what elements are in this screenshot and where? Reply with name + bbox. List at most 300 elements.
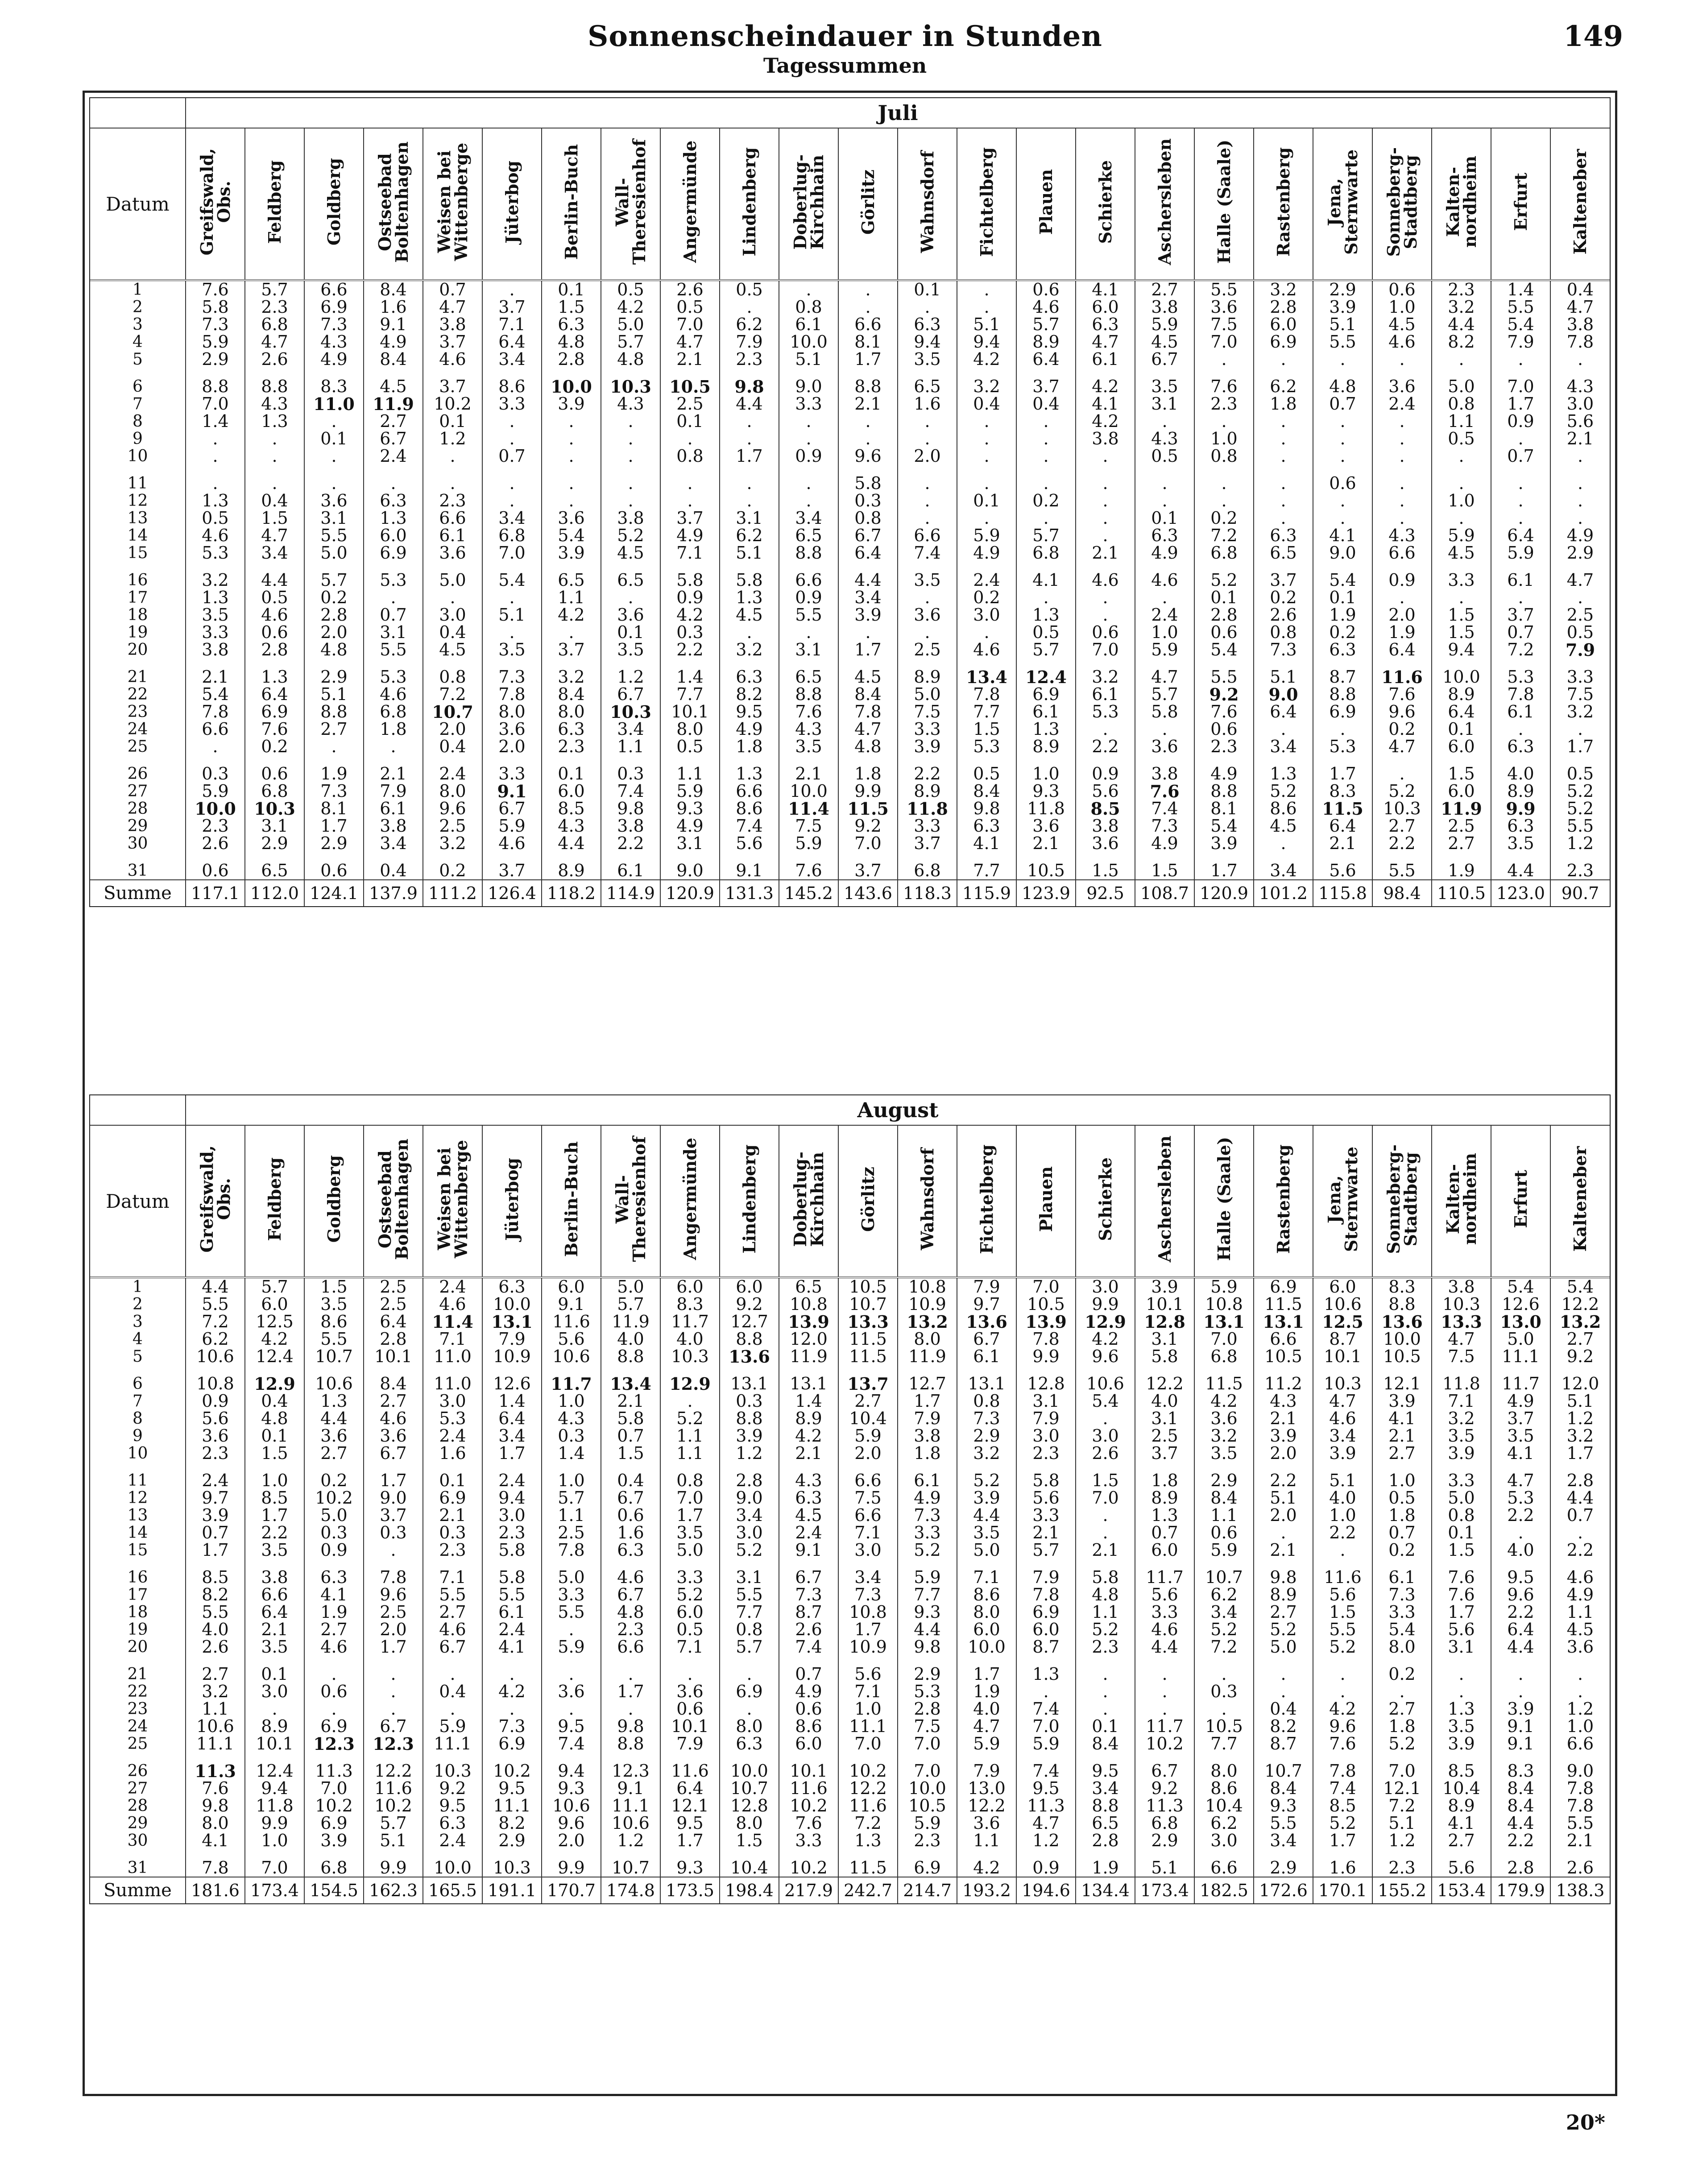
sum-cell: 108.7 — [1135, 880, 1194, 906]
value-cell: 5.1 — [482, 606, 542, 624]
value-cell: 2.2 — [1076, 738, 1135, 755]
day-cell: 7 — [133, 395, 143, 413]
value-cell: 10.5 — [1016, 852, 1076, 880]
value-cell: 5.0 — [1432, 1489, 1491, 1507]
sum-cell: 123.9 — [1016, 880, 1076, 906]
value-cell: 4.4 — [1491, 852, 1550, 880]
value-cell: 7.0 — [1194, 333, 1254, 351]
value-cell: 2.1 — [1016, 1524, 1076, 1542]
value-cell: 1.9 — [1432, 852, 1491, 880]
day-cell: 2 — [133, 298, 143, 316]
value-cell: 2.7 — [1135, 280, 1194, 298]
station-name: Jüterbog — [501, 1157, 522, 1241]
sum-cell: 170.1 — [1313, 1877, 1372, 1903]
value-cell: 4.9 — [660, 817, 720, 835]
value-cell: 5.0 — [898, 686, 957, 703]
value-cell: 0.6 — [1372, 280, 1432, 298]
value-cell: 6.0 — [720, 1277, 779, 1296]
value-cell: 3.2 — [542, 659, 601, 686]
value-cell: 8.9 — [245, 1718, 304, 1735]
value-cell: 7.8 — [1313, 1753, 1372, 1780]
value-cell: 6.4 — [838, 544, 898, 562]
value-cell: 4.4 — [898, 1621, 957, 1638]
value-cell: 6.8 — [1194, 544, 1254, 562]
value-cell: 11.6 — [1313, 1559, 1372, 1586]
value-cell: 3.3 — [1432, 1462, 1491, 1489]
value-cell: 2.9 — [957, 1427, 1016, 1445]
sum-label: Summe — [90, 880, 186, 906]
station-name: Ostseebad Boltenhagen — [374, 141, 412, 263]
value-cell: 8.4 — [364, 351, 423, 368]
value-cell: 13.1 — [957, 1365, 1016, 1392]
value-cell: 6.3 — [1491, 738, 1550, 755]
value-cell: 4.9 — [364, 333, 423, 351]
station-header — [1372, 1125, 1432, 1277]
value-cell: 3.7 — [423, 368, 482, 395]
value-cell: . — [1076, 527, 1135, 544]
value-cell: 6.1 — [1372, 1559, 1432, 1586]
value-cell: . — [1550, 465, 1610, 492]
value-cell: . — [1550, 721, 1610, 738]
value-cell: 6.9 — [1016, 686, 1076, 703]
value-cell: 4.1 — [1076, 395, 1135, 413]
value-cell: 10.9 — [482, 1348, 542, 1365]
value-cell: 7.0 — [304, 1780, 364, 1797]
value-cell: 8.4 — [364, 280, 423, 298]
value-cell: 13.3 — [1432, 1313, 1491, 1330]
value-cell: 8.8 — [1076, 1797, 1135, 1815]
value-cell: 3.4 — [1194, 1604, 1254, 1621]
value-cell: 6.4 — [1016, 351, 1076, 368]
value-cell: 4.3 — [542, 1410, 601, 1427]
value-cell: 0.7 — [1550, 1507, 1610, 1524]
value-cell: 0.8 — [1432, 1507, 1491, 1524]
value-cell: 2.3 — [1372, 1849, 1432, 1877]
value-cell: 10.0 — [186, 800, 245, 817]
value-cell: 3.5 — [660, 1524, 720, 1542]
day-cell: 24 — [127, 1717, 148, 1736]
value-cell: 0.9 — [1372, 562, 1432, 589]
value-cell: . — [957, 430, 1016, 448]
value-cell: . — [1313, 430, 1372, 448]
corner-cell — [90, 98, 186, 128]
value-cell: 1.7 — [245, 1507, 304, 1524]
value-cell: 8.9 — [1135, 1489, 1194, 1507]
value-cell: . — [660, 492, 720, 510]
value-cell: 2.4 — [1372, 395, 1432, 413]
value-cell: . — [1194, 1700, 1254, 1718]
value-cell: 4.5 — [1372, 316, 1432, 333]
value-cell: 6.0 — [957, 1621, 1016, 1638]
value-cell: 11.1 — [423, 1735, 482, 1753]
value-cell: 0.2 — [245, 738, 304, 755]
value-cell: 4.0 — [601, 1330, 660, 1348]
value-cell: 3.6 — [482, 721, 542, 738]
value-cell: 1.0 — [1432, 492, 1491, 510]
station-header — [542, 128, 601, 280]
value-cell: 11.8 — [245, 1797, 304, 1815]
table-row — [90, 852, 1610, 880]
value-cell: . — [1194, 1656, 1254, 1683]
station-header — [1491, 1125, 1550, 1277]
value-cell: 4.9 — [1194, 755, 1254, 783]
value-cell: 5.9 — [542, 1638, 601, 1656]
value-cell: 1.0 — [1372, 298, 1432, 316]
value-cell: 7.8 — [364, 1559, 423, 1586]
value-cell: 1.4 — [542, 1445, 601, 1462]
value-cell: 1.5 — [1135, 852, 1194, 880]
value-cell: 11.9 — [898, 1348, 957, 1365]
value-cell: 7.1 — [838, 1524, 898, 1542]
value-cell: . — [838, 280, 898, 298]
value-cell: 3.6 — [601, 606, 660, 624]
value-cell: 7.5 — [838, 1489, 898, 1507]
value-cell: 9.2 — [423, 1780, 482, 1797]
value-cell: . — [482, 430, 542, 448]
value-cell: 5.2 — [1313, 1638, 1372, 1656]
value-cell: 5.7 — [364, 1815, 423, 1832]
value-cell: 6.9 — [423, 1489, 482, 1507]
value-cell: 10.8 — [1194, 1296, 1254, 1313]
value-cell: 6.1 — [779, 316, 838, 333]
value-cell: 10.3 — [423, 1753, 482, 1780]
value-cell: 7.8 — [186, 1849, 245, 1877]
value-cell: 3.3 — [779, 1832, 838, 1849]
value-cell: 4.6 — [423, 1621, 482, 1638]
value-cell: 6.3 — [1254, 527, 1313, 544]
value-cell: . — [186, 738, 245, 755]
value-cell: 9.8 — [957, 800, 1016, 817]
value-cell: 1.1 — [660, 1445, 720, 1462]
value-cell: 8.3 — [660, 1296, 720, 1313]
sum-cell: 112.0 — [245, 880, 304, 906]
value-cell: 2.9 — [1135, 1832, 1194, 1849]
value-cell: 4.3 — [1254, 1392, 1313, 1410]
value-cell: 2.4 — [186, 1462, 245, 1489]
value-cell: 3.4 — [838, 1559, 898, 1586]
value-cell: 5.3 — [186, 544, 245, 562]
value-cell: 6.3 — [1135, 527, 1194, 544]
value-cell: 4.6 — [1550, 1559, 1610, 1586]
sum-cell: 162.3 — [364, 1877, 423, 1903]
value-cell: 10.1 — [364, 1348, 423, 1365]
value-cell: 3.2 — [186, 562, 245, 589]
value-cell: 5.4 — [1491, 1277, 1550, 1296]
value-cell: . — [1372, 492, 1432, 510]
value-cell: 6.7 — [601, 1586, 660, 1604]
value-cell: 1.0 — [1016, 755, 1076, 783]
value-cell: 5.6 — [838, 1656, 898, 1683]
value-cell: 5.3 — [1076, 703, 1135, 721]
value-cell: 3.9 — [838, 606, 898, 624]
value-cell: 4.0 — [660, 1330, 720, 1348]
value-cell: 10.1 — [660, 1718, 720, 1735]
station-name: Goldberg — [323, 158, 344, 246]
value-cell: 4.7 — [838, 721, 898, 738]
value-cell: 3.4 — [779, 510, 838, 527]
value-cell: 7.8 — [542, 1542, 601, 1559]
value-cell: 0.7 — [601, 1427, 660, 1445]
value-cell: 2.0 — [423, 721, 482, 738]
value-cell: 1.0 — [245, 1832, 304, 1849]
value-cell: 10.1 — [1313, 1348, 1372, 1365]
value-cell: 2.4 — [423, 1427, 482, 1445]
value-cell: 5.8 — [1076, 1559, 1135, 1586]
value-cell: 10.5 — [660, 368, 720, 395]
value-cell: 4.7 — [660, 333, 720, 351]
table-row — [90, 1604, 1610, 1621]
value-cell: 1.7 — [482, 1445, 542, 1462]
value-cell: . — [364, 1700, 423, 1718]
value-cell: 6.6 — [1550, 1735, 1610, 1753]
value-cell: 0.5 — [660, 738, 720, 755]
value-cell: 4.9 — [957, 544, 1016, 562]
station-header — [779, 1125, 838, 1277]
value-cell: 9.4 — [245, 1780, 304, 1797]
value-cell: . — [1372, 465, 1432, 492]
day-cell: 4 — [133, 333, 143, 351]
table-row — [90, 1313, 1610, 1330]
value-cell: 3.7 — [423, 333, 482, 351]
value-cell: 1.3 — [838, 1832, 898, 1849]
value-cell: 7.9 — [1491, 333, 1550, 351]
value-cell: . — [245, 430, 304, 448]
value-cell: . — [542, 413, 601, 430]
value-cell: 6.5 — [1076, 1815, 1135, 1832]
value-cell: 7.4 — [1016, 1753, 1076, 1780]
value-cell: 4.4 — [186, 1277, 245, 1296]
value-cell: . — [898, 589, 957, 606]
value-cell: 9.2 — [1550, 1348, 1610, 1365]
value-cell: . — [1372, 430, 1432, 448]
value-cell: 0.8 — [720, 1621, 779, 1638]
value-cell: 7.6 — [779, 703, 838, 721]
value-cell: 2.7 — [1432, 835, 1491, 852]
table-row — [90, 624, 1610, 641]
table-row — [90, 589, 1610, 606]
station-header — [1016, 128, 1076, 280]
value-cell: 7.0 — [482, 544, 542, 562]
value-cell: 0.6 — [1194, 1524, 1254, 1542]
value-cell: . — [1016, 448, 1076, 465]
value-cell: 5.9 — [1432, 527, 1491, 544]
value-cell: 6.1 — [1076, 686, 1135, 703]
table-row — [90, 800, 1610, 817]
value-cell: . — [779, 413, 838, 430]
value-cell: 5.5 — [1194, 280, 1254, 298]
value-cell: 4.9 — [779, 1683, 838, 1700]
day-cell: 21 — [127, 668, 148, 686]
value-cell: 13.1 — [779, 1365, 838, 1392]
table-row — [90, 1296, 1610, 1313]
value-cell: 1.1 — [660, 1427, 720, 1445]
value-cell: 1.3 — [245, 413, 304, 430]
value-cell: 12.2 — [957, 1797, 1016, 1815]
value-cell: 2.3 — [898, 1832, 957, 1849]
value-cell: 9.4 — [957, 333, 1016, 351]
value-cell: 10.3 — [245, 800, 304, 817]
value-cell: 6.6 — [838, 316, 898, 333]
value-cell: 8.8 — [245, 368, 304, 395]
value-cell: 2.1 — [601, 1392, 660, 1410]
value-cell: 4.1 — [1313, 527, 1372, 544]
value-cell: . — [1491, 492, 1550, 510]
value-cell: 7.6 — [186, 1780, 245, 1797]
value-cell: 10.3 — [601, 368, 660, 395]
value-cell: 3.6 — [542, 510, 601, 527]
table-row — [90, 1849, 1610, 1877]
value-cell: 6.5 — [779, 527, 838, 544]
table-row — [90, 783, 1610, 800]
value-cell: 6.7 — [838, 527, 898, 544]
station-header — [1372, 128, 1432, 280]
station-header — [1135, 1125, 1194, 1277]
value-cell: 0.3 — [601, 755, 660, 783]
value-cell: 7.3 — [898, 1507, 957, 1524]
station-name: Feldberg — [264, 160, 285, 244]
value-cell: . — [1550, 448, 1610, 465]
value-cell: 7.8 — [1491, 686, 1550, 703]
value-cell: 9.5 — [660, 1815, 720, 1832]
value-cell: 8.6 — [304, 1313, 364, 1330]
value-cell: 10.8 — [898, 1277, 957, 1296]
value-cell: 1.5 — [1432, 755, 1491, 783]
value-cell: 7.5 — [898, 703, 957, 721]
value-cell: 6.1 — [898, 1462, 957, 1489]
value-cell: 0.6 — [1016, 280, 1076, 298]
station-header — [1491, 128, 1550, 280]
value-cell: . — [1254, 721, 1313, 738]
value-cell: 10.1 — [660, 703, 720, 721]
value-cell: 0.6 — [660, 1700, 720, 1718]
value-cell: 10.3 — [1372, 800, 1432, 817]
value-cell: 9.4 — [542, 1753, 601, 1780]
station-header — [542, 1125, 601, 1277]
sum-cell: 173.4 — [1135, 1877, 1194, 1903]
value-cell: 6.6 — [245, 1586, 304, 1604]
value-cell: 12.6 — [482, 1365, 542, 1392]
value-cell: 0.1 — [957, 492, 1016, 510]
station-name: Berlin-Buch — [561, 144, 581, 260]
sum-cell: 117.1 — [186, 880, 245, 906]
value-cell: 10.4 — [720, 1849, 779, 1877]
value-cell: . — [1135, 589, 1194, 606]
value-cell: 1.8 — [1135, 1462, 1194, 1489]
value-cell: 0.9 — [779, 589, 838, 606]
value-cell: 2.6 — [186, 835, 245, 852]
table-row — [90, 413, 1610, 430]
value-cell: 0.1 — [1432, 1524, 1491, 1542]
table-row — [90, 1656, 1610, 1683]
value-cell: 5.5 — [1313, 1621, 1372, 1638]
value-cell: . — [898, 492, 957, 510]
value-cell: . — [779, 465, 838, 492]
value-cell: 13.6 — [1372, 1313, 1432, 1330]
value-cell: 4.6 — [1076, 562, 1135, 589]
day-cell: 25 — [127, 738, 148, 756]
value-cell: 3.3 — [1432, 562, 1491, 589]
value-cell: 4.3 — [779, 1462, 838, 1489]
value-cell: 5.2 — [1372, 1735, 1432, 1753]
table-row — [90, 1780, 1610, 1797]
value-cell: 10.5 — [898, 1797, 957, 1815]
value-cell: 1.5 — [245, 1445, 304, 1462]
station-header — [364, 128, 423, 280]
value-cell: 3.9 — [1313, 298, 1372, 316]
value-cell: 4.9 — [1491, 1392, 1550, 1410]
value-cell: 0.8 — [1254, 624, 1313, 641]
value-cell: . — [245, 448, 304, 465]
page-number: 149 — [1563, 20, 1623, 53]
day-cell: 14 — [127, 1524, 148, 1542]
station-header — [423, 128, 482, 280]
value-cell: 2.8 — [1254, 298, 1313, 316]
station-name: Sonneberg- Stadtberg — [1383, 147, 1421, 257]
value-cell: 1.6 — [1313, 1849, 1372, 1877]
value-cell: 4.0 — [1491, 755, 1550, 783]
value-cell: 3.6 — [423, 544, 482, 562]
station-header — [304, 1125, 364, 1277]
value-cell: 3.9 — [898, 738, 957, 755]
value-cell: 9.2 — [1135, 1780, 1194, 1797]
sum-cell: 191.1 — [482, 1877, 542, 1903]
table-row — [90, 527, 1610, 544]
value-cell: 5.1 — [720, 544, 779, 562]
value-cell: 6.4 — [1313, 817, 1372, 835]
value-cell: 8.6 — [482, 368, 542, 395]
value-cell: . — [1313, 413, 1372, 430]
value-cell: 4.7 — [423, 298, 482, 316]
value-cell: . — [1254, 465, 1313, 492]
value-cell: 3.8 — [1076, 817, 1135, 835]
value-cell: 1.0 — [1194, 430, 1254, 448]
value-cell: 2.5 — [364, 1296, 423, 1313]
value-cell: . — [1254, 1656, 1313, 1683]
value-cell: 4.6 — [364, 686, 423, 703]
value-cell: 3.1 — [1135, 1330, 1194, 1348]
table-row — [90, 721, 1610, 738]
value-cell: . — [601, 1656, 660, 1683]
value-cell: 13.2 — [1550, 1313, 1610, 1330]
station-header — [1313, 128, 1372, 280]
value-cell: 5.5 — [304, 527, 364, 544]
station-name: Weisen bei Wittenberge — [434, 143, 471, 261]
value-cell: 8.9 — [1432, 686, 1491, 703]
station-header — [1432, 1125, 1491, 1277]
station-name: Wahnsdorf — [917, 151, 937, 253]
value-cell: . — [957, 624, 1016, 641]
sum-cell: 118.2 — [542, 880, 601, 906]
value-cell: . — [1491, 1656, 1550, 1683]
sum-cell: 126.4 — [482, 880, 542, 906]
value-cell: 5.6 — [1076, 783, 1135, 800]
value-cell: 10.9 — [898, 1296, 957, 1313]
station-name: Kalteneber — [1570, 149, 1590, 255]
table-row — [90, 1427, 1610, 1445]
value-cell: 5.4 — [1076, 1392, 1135, 1410]
station-name: Doberlug- Kirchhain — [790, 154, 827, 250]
station-header — [304, 128, 364, 280]
value-cell: 0.2 — [957, 589, 1016, 606]
value-cell: 3.1 — [1432, 1638, 1491, 1656]
value-cell: . — [1550, 510, 1610, 527]
value-cell: 12.2 — [1550, 1296, 1610, 1313]
value-cell: 2.5 — [542, 1524, 601, 1542]
value-cell: 9.5 — [423, 1797, 482, 1815]
value-cell: 3.0 — [1076, 1427, 1135, 1445]
value-cell: 7.7 — [898, 1586, 957, 1604]
value-cell: 4.2 — [660, 606, 720, 624]
